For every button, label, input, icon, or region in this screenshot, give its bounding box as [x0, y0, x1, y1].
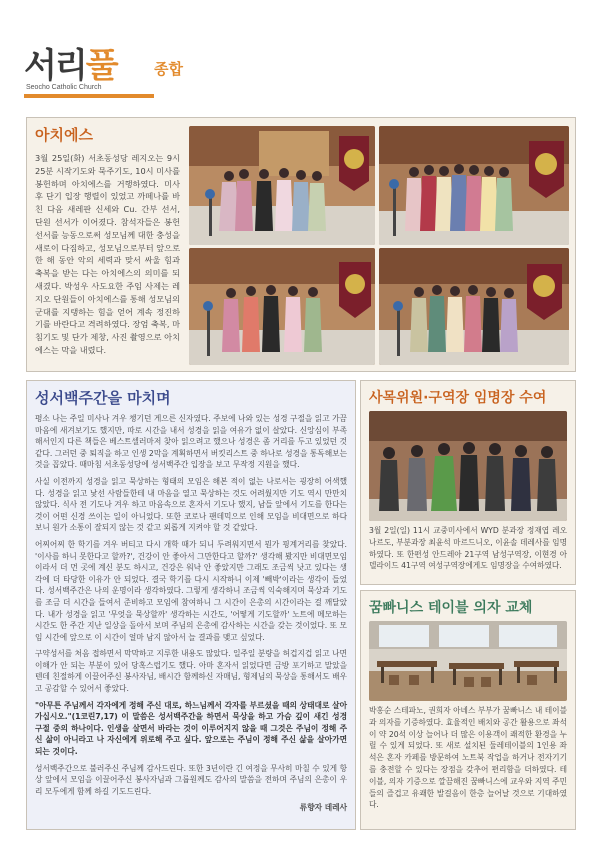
- acies-photo-1: [189, 126, 375, 245]
- masthead: [24, 46, 584, 106]
- appointment-photo: [369, 411, 567, 521]
- bible-week-article: [26, 380, 356, 830]
- bible-week-quote-paragraph: "아무튼 주님께서 각자에게 정해 주신 대로, 하느님께서 각자를 부르셨을 때의 상태대로 살아가십시오."(1코린7,17) 이 말씀은 성서백주간을 하면서 묵상을 하고 가슴 깊이 새긴 성경 구절 중의 하나이다. 인생을 살면서 바라는 것이 이루어지지 않을 때 그것은 주님이 정해 주신 삶이 아니라고 나 자신에게 위로해 주고 싶다. 앞으로는 주님이 정해 주신 삶을 살아가면 되는 것이다.: [35, 700, 347, 757]
- acies-photo-4: [379, 248, 569, 365]
- cafe-article: [360, 590, 576, 830]
- cafe-photo: [369, 621, 567, 701]
- bible-week-paragraph: 사실 이전까지 성경을 읽고 묵상하는 형태의 모임은 해본 적이 없는 나로서는 굉장히 어색했다. 성경을 읽고 낯선 사람들한테 내 마음을 열고 묵상하는 것도 어려웠지만 기도 역시 만만치 않았다. 식사 전 기도나 겨우 하고 마음속으로 혼자서 기도나 했지, 남들 앞에서 기도를 한다는 것이 어떤 신경 쓰이는 일이 아니었다. 또한 코로나 팬데믹으로 인해 모임을 비대면으로 하다 보니 원가 소통이 잘되지 않는 것 같고 외롭게 지켜야 할 것 같았다.: [35, 476, 347, 533]
- logo: [24, 46, 117, 86]
- acies-title: 아치에스: [35, 126, 93, 144]
- appointment-title: 사목위원·구역장 임명장 수여: [369, 390, 547, 406]
- cafe-body: 박홍순 스테파노, 권희자 아녜스 부부가 꿈빠니스 내 테이블과 의자를 기증하였다. 효율적인 배치와 공간 활용으로 좌석이 약 20석 이상 늘어나 더 많은 이용객이 쾌적한 환경을 누릴 수 있게 되었다. 또 새로 설치된 둘레테이블의 1인용 좌석은 혼자 카페를 방문하여 노트북 작업을 하거나 전자기기를 충전할 수 있다는 장점을 갖추어 편리함을 더하였다. 테이블, 의자 기증으로 깔끔해진 꿈빠니스에 교우와 지역 주민들의 즐겁고 유쾌한 발걸음이 한층 늘어날 것으로 기대하였다.: [369, 706, 567, 810]
- section-label: 종합: [154, 60, 183, 78]
- logo-subtitle: Seocho Catholic Church: [26, 84, 102, 91]
- appointment-article: [360, 380, 576, 585]
- acies-photo-3: [189, 248, 375, 365]
- bible-week-body: [35, 413, 347, 819]
- bible-week-paragraph: 성서백주간으로 불러주신 주님께 감사드린다. 또한 3년이란 긴 여정을 무사히 마칠 수 있게 항상 앞에서 모임을 이끌어주신 봉사자님과 그룹원께도 감사의 말씀을 전하며 주님의 은총이 우리 모두에게 함께 하길 기도드린다.: [35, 763, 347, 796]
- acies-body: 3월 25일(화) 서초동성당 레지오는 9시 25분 시작기도와 묵주기도, 10시 미사를 봉헌하며 아치에스를 거행하였다. 미사 후 단기 입장 행렬이 있었고 까떼나를 바친 다음 새레판 신세와 Cu. 간부 선서, 단원 선서가 이어졌다. 참석자들은 봉헌 선서를 능동으로써 성모님께 대한 충성을 새로이 다짐하고, 성모님으로부터 앞으로 한 해 동안 악의 세력과 맞서 싸울 힘과 축복을 받는 다는 아치에스의 의미를 되새겼다. 박성우 사도요한 주임 사제는 레지오 단원들이 아치에스를 통해 성모님의 군대를 지탱하는 힘을 얻어 계속 정진하기를 바란다고 격려하였다. 장엄 축복, 마침기도 및 단가 제창, 사진 촬영으로 아치에스는 막을 내렸다.: [35, 153, 180, 355]
- bible-week-signature: 류향자 데레사: [299, 803, 347, 813]
- bible-week-title: 성서백주간을 마치며: [35, 389, 171, 407]
- logo-accent: 풀: [85, 46, 117, 86]
- cafe-title: 꿈빠니스 테이블 의자 교체: [369, 600, 533, 616]
- acies-article: [26, 117, 576, 372]
- bible-week-paragraph: 평소 나는 주일 미사나 겨우 챙기던 게으른 신자였다. 주보에 나와 있는 성경 구절을 읽고 가끔 마음에 새겨보기도 했지만, 따로 시간을 내서 성경을 읽을 여유가 없이 살았다. 신앙심이 부족해서인지 다른 책들은 베스트셀러마저 찾아 읽으려고 했으나 성경은 좀 거리를 두고 있었던 것 같다. 그러던 중 퇴직을 하고 인생 2막을 계획하면서 버킷리스트 중 하나로 성경을 통독해보는 것을 꼽았다. 때마침 서초동성당에 성서백주간 입장을 보고 무작정 지원을 했다.: [35, 414, 347, 470]
- logo-main: 서리: [24, 46, 86, 86]
- bible-week-paragraph: 어찌어찌 한 학기를 겨우 버티고 다시 개학 때가 되니 두려워지면서 뭔가 핑계거리를 찾았다. '이사를 하니 못한다고 할까?', 건강이 안 좋아서 그만한다고 할까?' 생각해 봤지만 비대면모임이라서 더 먼 곳에 계신 분도 하시고, 건강은 워낙 안 좋았지만 그래도 조금씩 낫고 있다는 생각에 더 타당한 이유가 안 되었다. 결국 학기를 다시 시작하니 이제 '빼박'이라는 생각이 들었다. 성서백주간은 나의 운명이라 생각하였다. 그렇게 생각하니 조금씩 익숙해지며 묵상과 기도를 조금 더 시간을 들여서 준비하고 모임에 참여하니 그 시간이 은총의 시간이라는 걸 깨달았다. 내가 성경을 읽고 '무엇을 묵상할까' 생각하는 시간도, '어떻게 기도할까' 노트에 메모하는 시간도 한 주간 지난 일상을 돌아서 보며 주님의 은총에 감사하는 시간을 갖는 것이었다. 또 모임 시간에 앞으로 이 시간이 얼마 남지 않아서 늘 결과를 맺고 싶었다.: [35, 539, 347, 642]
- bible-week-paragraph: 구약성서를 처음 접하면서 막막하고 지루한 내용도 많았다. 일주일 분량을 허겁지겁 읽고 나면 이해가 안 되는 부분이 있어 당혹스럽기도 했다. 아마 혼자서 읽었다면 금방 포기하고 말았을 텐데 친절하게 이끌어주신 봉사자님, 배시간 함께하신 자매님, 형제님의 묵상을 통해서도 배우고 공감할 수 있어서 좋았다.: [35, 649, 347, 694]
- logo-underline: [24, 94, 154, 98]
- appointment-body: 3월 2일(일) 11시 교중미사에서 WYD 분과장 정재엽 레오나르도, 부분과장 최윤석 마르드니오, 이윤솔 데레사를 임명하였다. 또 한편성 안드레아 21구역 남성구역장, 이현경 아델라이드 41구역 여성구역장에게도 임명장을 수여하였다.: [369, 526, 567, 571]
- acies-photo-2: [379, 126, 569, 245]
